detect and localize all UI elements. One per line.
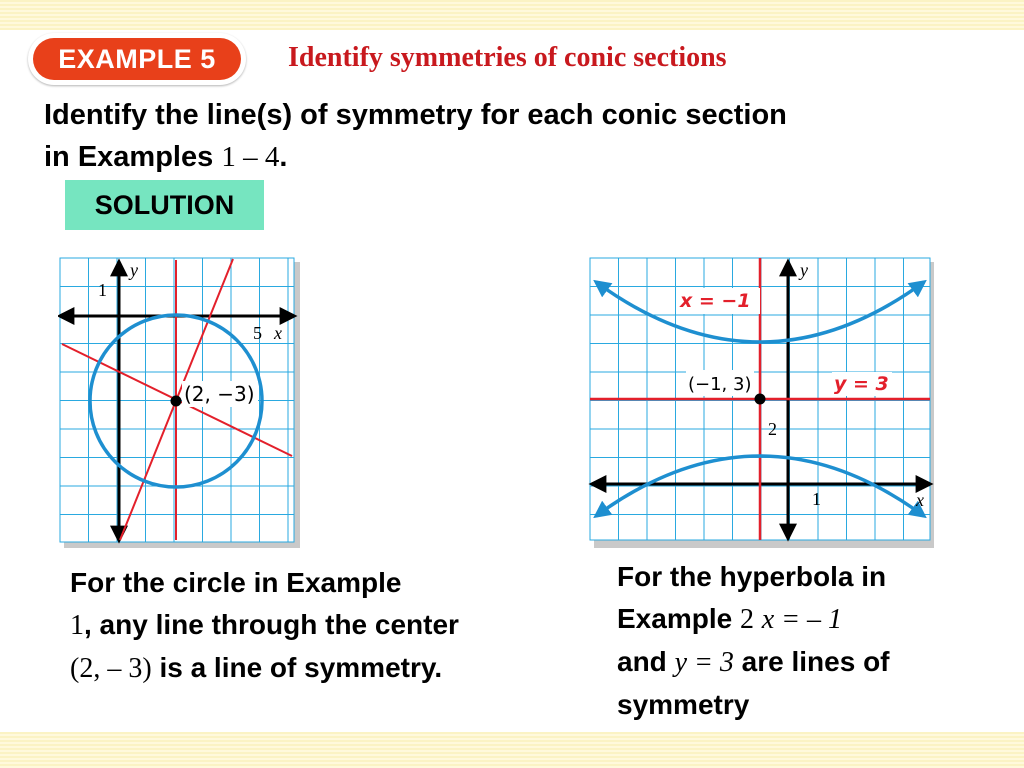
caption-hyperbola-eq2: y = 3: [674, 647, 734, 678]
caption-circle-part3: is a line of symmetry.: [159, 652, 443, 683]
center-point: [171, 396, 182, 407]
y-tick-label: 1: [98, 280, 107, 300]
y-axis-label: y: [130, 260, 138, 280]
top-stripe-border: [0, 0, 1024, 30]
x-axis-label: x: [274, 323, 282, 343]
caption-circle-part1: For the circle in Example: [70, 567, 402, 598]
intro-line-1: Identify the line(s) of symmetry for each conic section: [44, 99, 787, 131]
bottom-stripe-border: [0, 732, 1024, 768]
intro-text: [44, 94, 944, 178]
center-point-label: (2, −3): [184, 382, 255, 406]
center-point-label: (−1, 3): [688, 374, 752, 395]
caption-hyperbola-example-number: 2: [739, 604, 754, 635]
x-tick-label: 5: [253, 323, 262, 343]
caption-circle-part2: , any line through the center: [84, 609, 459, 640]
intro-line-2-suffix: .: [279, 141, 288, 173]
hyperbola-graph: [588, 256, 934, 548]
x-tick-label: 1: [812, 489, 821, 509]
caption-hyperbola-part2: and: [617, 646, 667, 677]
caption-hyperbola-part1: For the hyperbola in Example: [617, 561, 887, 634]
intro-examples-range: 1 – 4: [221, 141, 280, 173]
vertical-line-label: x = −1: [680, 290, 751, 312]
example-badge: [28, 33, 246, 85]
intro-line-2: [44, 136, 944, 178]
center-point: [755, 394, 766, 405]
y-axis-label: y: [800, 260, 808, 280]
caption-hyperbola-part3: are lines of symmetry: [617, 646, 890, 720]
y-tick-label: 2: [768, 419, 777, 439]
circle-caption: [70, 562, 490, 690]
caption-circle-center: (2, – 3): [70, 653, 152, 684]
solution-label: SOLUTION: [65, 180, 264, 230]
example-badge-label: EXAMPLE 5: [33, 38, 241, 80]
x-axis-label: x: [916, 490, 924, 510]
intro-line-2-prefix: in Examples: [44, 141, 214, 173]
caption-circle-example-number: 1: [70, 610, 84, 641]
caption-hyperbola-eq1: x = – 1: [761, 604, 843, 635]
hyperbola-caption: [617, 556, 977, 726]
horizontal-line-label: y = 3: [834, 373, 889, 395]
example-title: Identify symmetries of conic sections: [288, 42, 727, 73]
circle-graph: [58, 256, 302, 550]
